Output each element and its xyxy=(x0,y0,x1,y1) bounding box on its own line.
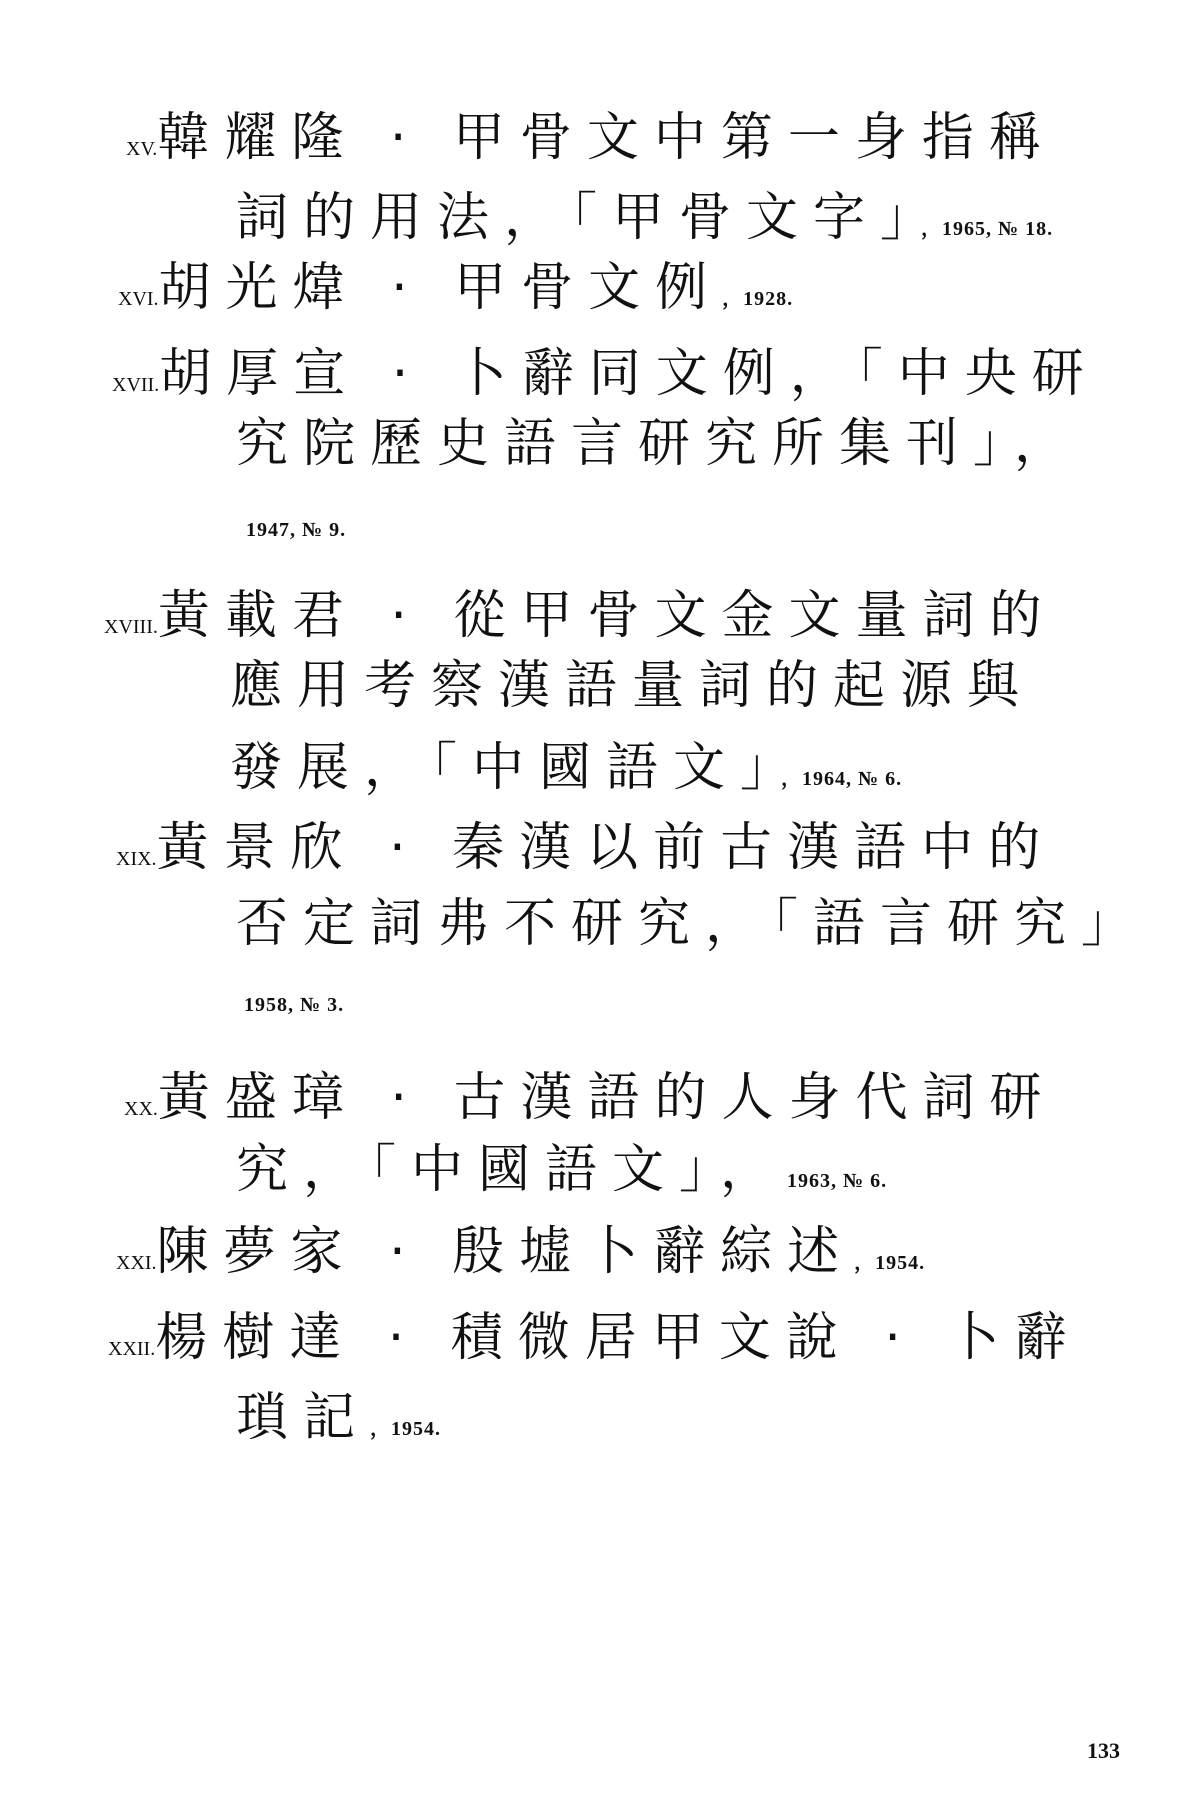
entry-citation: 1958, № 3. xyxy=(244,994,345,1016)
entry-xv-line-2 xyxy=(236,188,1054,248)
entry-xvi-line-1 xyxy=(118,258,794,318)
entry-text: 黃景欣 · 秦漢以前古漢語中的 xyxy=(156,818,1056,878)
entry-number: XIX. xyxy=(116,848,157,870)
entry-text: 胡光煒 · 甲骨文例 xyxy=(158,258,723,318)
entry-text: 否定詞弗不研究，「語言研究」 xyxy=(236,894,1149,954)
entry-xix-line-3 xyxy=(244,995,344,1015)
entry-xix-line-2 xyxy=(236,894,1149,954)
entry-citation: ，1954. xyxy=(854,1252,926,1274)
entry-text: 楊樹達 · 積微居甲文說 · 卜辭 xyxy=(155,1308,1082,1368)
entry-text: 黃載君 · 從甲骨文金文量詞的 xyxy=(157,586,1057,646)
entry-xvii-line-3 xyxy=(246,520,346,540)
entry-xviii-line-3 xyxy=(230,738,903,798)
entry-citation: ，1964, № 6. xyxy=(781,768,903,790)
entry-text: 發展，「中國語文」 xyxy=(230,738,782,798)
entry-text: 胡厚宣 · 卜辭同文例，「中央研 xyxy=(159,344,1099,404)
entry-text: 究，「中國語文」， xyxy=(236,1140,788,1200)
entry-citation: 1963, № 6. xyxy=(787,1170,888,1192)
entry-number: XVII. xyxy=(112,374,160,396)
entry-citation: ，1965, № 18. xyxy=(921,218,1054,240)
entry-number: XXI. xyxy=(116,1252,157,1274)
entry-xv-line-1 xyxy=(126,108,1056,168)
entry-citation: ，1954. xyxy=(370,1418,442,1440)
entry-text: 瑣記 xyxy=(236,1388,371,1448)
entry-xvii-line-1 xyxy=(112,344,1099,404)
entry-text: 黃盛璋 · 古漢語的人身代詞研 xyxy=(157,1068,1057,1128)
entry-xxi-line-1 xyxy=(116,1222,926,1282)
entry-number: XX. xyxy=(124,1098,158,1120)
entry-xviii-line-1 xyxy=(104,586,1057,646)
entry-xxii-line-2 xyxy=(236,1388,442,1448)
page-number: 133 xyxy=(1087,1738,1120,1763)
entry-text: 詞的用法，「甲骨文字」 xyxy=(236,188,922,248)
entry-xviii-line-2 xyxy=(230,656,1035,716)
entry-text: 究院歷史語言研究所集刊」， xyxy=(236,414,1082,474)
entry-number: XVI. xyxy=(118,288,159,310)
entry-xxii-line-1 xyxy=(108,1308,1082,1368)
entry-citation: ，1928. xyxy=(722,288,794,310)
entry-xix-line-1 xyxy=(116,818,1056,878)
entry-text: 應用考察漢語量詞的起源與 xyxy=(230,656,1035,716)
entry-number: XV. xyxy=(126,138,158,160)
entry-text: 陳夢家 · 殷墟卜辭綜述 xyxy=(156,1222,855,1282)
entry-citation: 1947, № 9. xyxy=(246,519,347,541)
entry-xvii-line-2 xyxy=(236,414,1082,474)
entry-number: XXII. xyxy=(108,1338,156,1360)
entry-xx-line-2 xyxy=(236,1140,888,1200)
entry-number: XVIII. xyxy=(104,616,158,638)
entry-xx-line-1 xyxy=(124,1068,1057,1128)
entry-text: 韓耀隆 · 甲骨文中第一身指稱 xyxy=(157,108,1056,168)
